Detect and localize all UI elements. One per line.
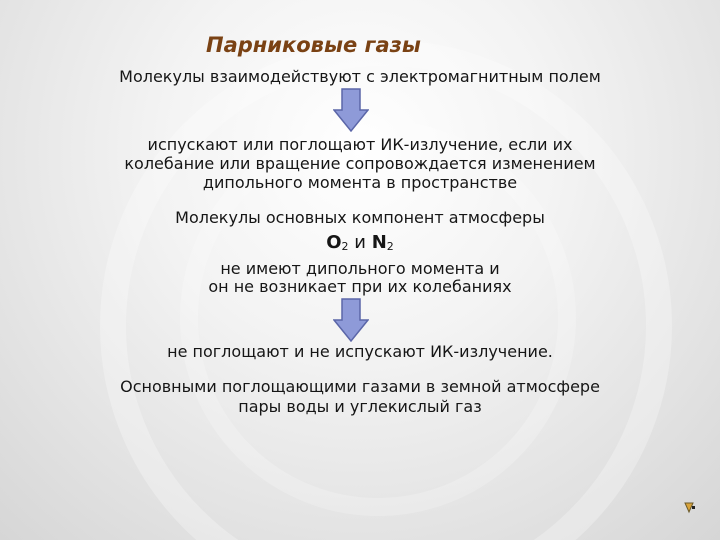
nitrogen-symbol: N (371, 232, 387, 253)
nitrogen-subscript: 2 (386, 240, 394, 253)
down-arrow-icon (333, 88, 369, 132)
emit-condition-line-3: дипольного момента в пространстве (202, 173, 518, 192)
oxygen-symbol: O (326, 232, 342, 253)
no-absorption-text: не поглощают и не испускают ИК-излучение. (167, 342, 553, 361)
atmosphere-components-text: Молекулы основных компонент атмосферы (175, 208, 545, 227)
oxygen-subscript: 2 (341, 240, 349, 253)
dipole-text-line-1: не имеют дипольного момента и (220, 259, 500, 278)
dipole-text-line-2: он не возникает при их колебаниях (208, 277, 512, 296)
interaction-text: Молекулы взаимодействуют с электромагнитным полем (119, 67, 601, 86)
nav-dot (692, 506, 695, 509)
emit-condition-line-1: испускают или поглощают ИК-излучение, если их (147, 135, 573, 154)
emit-condition-line-2: колебание или вращение сопровождается изменением (124, 154, 596, 173)
slide-title: Парниковые газы (206, 33, 421, 57)
down-arrow-icon (333, 298, 369, 342)
molecule-formula (0, 232, 720, 258)
conjunction: и (354, 232, 366, 253)
main-absorbers-line-1: Основными поглощающими газами в земной атмосфере (120, 377, 600, 396)
main-absorbers-line-2: пары воды и углекислый газ (238, 397, 482, 416)
